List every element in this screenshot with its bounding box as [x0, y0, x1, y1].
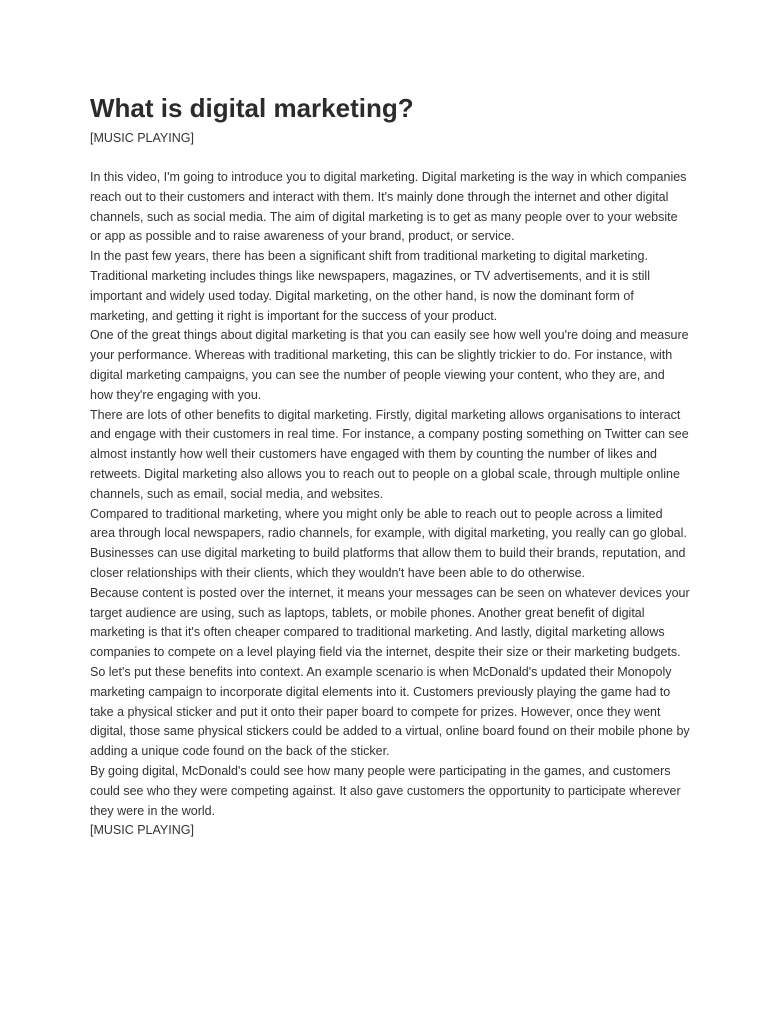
document-page — [90, 88, 690, 841]
intro-music-tag: [MUSIC PLAYING] — [90, 131, 194, 145]
paragraph-intro: In this video, I'm going to introduce you to digital marketing. Digital marketing is the way in which companies reach out to their customers and interact with them. It's mainly done through the internet and other digital channels, such as social media. The aim of digital marketing is to get as many people over to your website or app as possible and to raise awareness of your brand, product, or service. — [90, 170, 687, 244]
outro-music-tag: [MUSIC PLAYING] — [90, 823, 194, 838]
paragraph-devices: Because content is posted over the internet, it means your messages can be seen on whatever devices your target audience are using, such as laptops, tablets, or mobile phones. Another great benefit of digital marketing is that it's often cheaper compared to traditional marketing. And lastly, digital marketing allows companies to compete on a level playing field via the internet, despite their size or their marketing budgets. — [90, 585, 690, 660]
page-title: What is digital marketing? — [90, 93, 414, 123]
paragraph-benefits: There are lots of other benefits to digital marketing. Firstly, digital marketing allows organisations to interact and engage with their customers in real time. For instance, a company posting something on Twitter can see almost instantly how well their customers have engaged with them by counting the number of likes and retweets. Digital marketing also allows you to reach out to people on a global scale, through multiple online channels, such as email, social media, and websites. — [90, 407, 689, 501]
paragraph-conclusion: By going digital, McDonald's could see how many people were participating in the games, and customers could see who they were competing against. It also gave customers the opportunity to participate wherever they were in the world. — [90, 763, 681, 818]
paragraph-example: So let's put these benefits into context. An example scenario is when McDonald's updated their Monopoly marketing campaign to incorporate digital elements into it. Customers previously playing the game had to take a physical sticker and put it onto their paper board to compete for prizes. However, once they went digital, those same physical stickers could be added to a virtual, online board found on their mobile phone by adding a unique code found on the back of the sticker. — [90, 664, 690, 759]
paragraph-measure: One of the great things about digital marketing is that you can easily see how well you're doing and measure your performance. Whereas with traditional marketing, this can be slightly trickier to do. For instance, with digital marketing campaigns, you can see the number of people viewing your content, who they are, and how they're engaging with you. — [90, 328, 689, 402]
paragraph-shift: In the past few years, there has been a significant shift from traditional marketing to digital marketing. Traditional marketing includes things like newspapers, magazines, or TV advertisements, and it is still important and widely used today. Digital marketing, on the other hand, is now the dominant form of marketing, and getting it right is important for the success of your product. — [90, 249, 650, 323]
paragraph-global: Compared to traditional marketing, where you might only be able to reach out to people across a limited area through local newspapers, radio channels, for example, with digital marketing, you really can go global. Businesses can use digital marketing to build platforms that allow them to build their brands, reputation, and closer relationships with their clients, which they wouldn't have been able to do otherwise. — [90, 506, 687, 580]
